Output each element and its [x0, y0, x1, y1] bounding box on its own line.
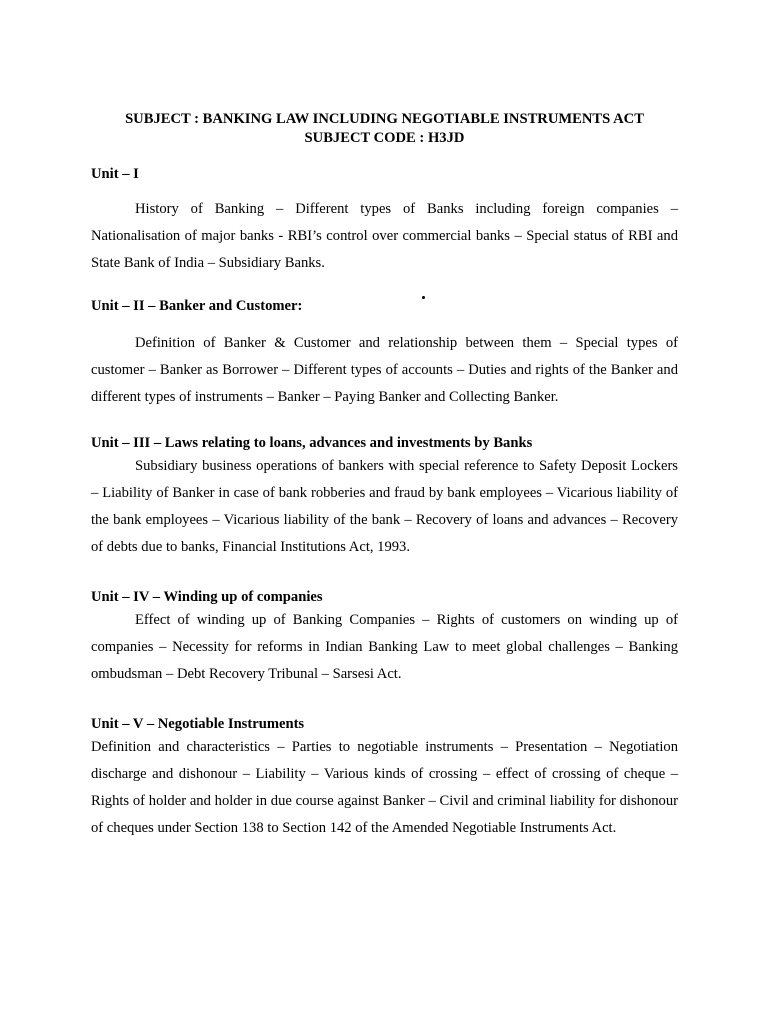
subject-title: SUBJECT : BANKING LAW INCLUDING NEGOTIABLE INSTRUMENTS ACT — [125, 111, 644, 127]
unit-2-body: Definition of Banker & Customer and relationship between them – Special types of customer – Banker as Borrower – Different types of accounts – Duties and rights of the Banker and different types of instruments – Banker – Paying Banker and Collecting Banker. — [91, 335, 678, 405]
stray-dot-mark — [422, 296, 425, 299]
document-page — [91, 110, 678, 842]
unit-3-heading: Unit – III – Laws relating to loans, advances and investments by Banks — [91, 435, 533, 451]
unit-4-heading: Unit – IV – Winding up of companies — [91, 589, 323, 605]
unit-4-body: Effect of winding up of Banking Companies – Rights of customers on winding up of companies – Necessity for reforms in Indian Banking Law to meet global challenges – Banking ombudsman – Debt Recovery Tribunal – Sarsesi Act. — [91, 612, 678, 682]
unit-3-body: Subsidiary business operations of bankers with special reference to Safety Deposit Lockers – Liability of Banker in case of bank robberies and fraud by bank employees – Vicarious liability of the bank employees – Vicarious liability of the bank – Recovery of loans and advances – Recovery of debts due to banks, Financial Institutions Act, 1993. — [91, 458, 678, 555]
unit-2-heading: Unit – II – Banker and Customer: — [91, 298, 303, 314]
unit-5-heading: Unit – V – Negotiable Instruments — [91, 716, 305, 732]
unit-1-heading: Unit – I — [91, 166, 139, 182]
subject-code: SUBJECT CODE : H3JD — [304, 130, 465, 146]
unit-5-body: Definition and characteristics – Parties to negotiable instruments – Presentation – Negotiation discharge and dishonour – Liability – Various kinds of crossing – effect of crossing of cheque – Rights of holder and holder in due course against Banker – Civil and criminal liability for dishonour of cheques under Section 138 to Section 142 of the Amended Negotiable Instruments Act. — [91, 739, 678, 836]
unit-1-body: History of Banking – Different types of Banks including foreign companies – Nationalisation of major banks - RBI’s control over commercial banks – Special status of RBI and State Bank of India – Subsidiary Banks. — [91, 201, 678, 271]
